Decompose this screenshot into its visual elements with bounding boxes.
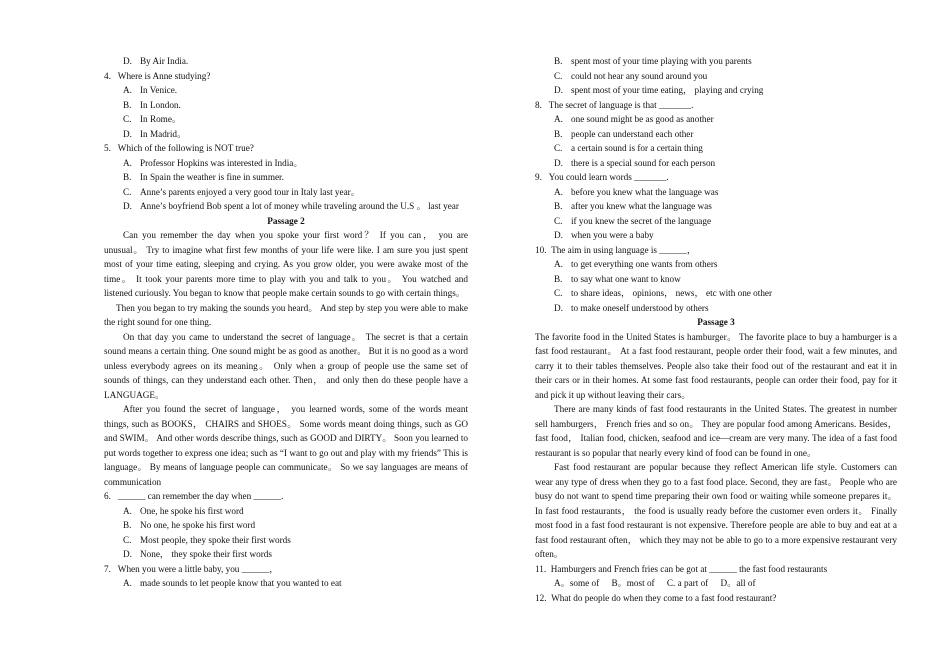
q7-option-d: D. spent most of your time eating， playing and crying	[554, 85, 764, 95]
q5-option-d: D. Anne’s boyfriend Bob spent a lot of money while traveling around the U.S 。 last year	[123, 201, 459, 211]
question-4: 4. Where is Anne studying?	[104, 70, 211, 81]
q4-option-a: A. In Venice.	[123, 85, 178, 95]
q8-option-b: B. people can understand each other	[554, 128, 694, 139]
q5-option-c: C. Anne’s parents enjoyed a very good tour in Italy last year。	[123, 186, 360, 197]
passage-2-title: Passage 2	[267, 215, 305, 226]
q4-option-d: D. In Madrid。	[123, 128, 187, 139]
q3-option-d: D. By Air India.	[123, 56, 189, 66]
right-column	[535, 54, 897, 605]
q6-option-b: B. No one, he spoke his first word	[123, 520, 256, 530]
q11-option-d: D。all of	[720, 578, 756, 588]
q8-option-a: A. one sound might be as good as another	[554, 114, 714, 124]
q7-option-c: C. could not hear any sound around you	[554, 70, 708, 81]
q8-option-d: D. there is a special sound for each person	[554, 157, 716, 168]
question-9: 9. You could learn words _______.	[535, 172, 669, 182]
q9-option-a: A. before you knew what the language was	[554, 186, 719, 197]
q7-option-a: A. made sounds to let people know that you wanted to eat	[123, 578, 342, 588]
passage-3-para-2: There are many kinds of fast food restaurants in the United States. The greatest in number sell hamburgers， French fries and so on。 They are popular food among Americans. Besides， fast food， Italian food, chicken, seafood and ice—cream are very many. The idea of a fast food restaurant is so popular that nearly every kind of food can be found in one。	[535, 404, 897, 458]
q6-option-d: D. None， they spoke their first words	[123, 549, 272, 559]
question-7: 7. When you were a little baby, you ______，	[104, 563, 279, 574]
q11-option-c: C. a part of	[666, 578, 709, 588]
question-5: 5. Which of the following is NOT true?	[104, 143, 254, 153]
question-12: 12. What do people do when they come to a fast food restaurant?	[535, 592, 777, 603]
q10-option-d: D. to make oneself understood by others	[554, 302, 709, 313]
q9-option-c: C. if you knew the secret of the language	[554, 215, 712, 226]
passage-2-para-2: Then you began to try making the sounds you heard。 And step by step you were able to make the right sound for one thing.	[104, 302, 468, 327]
q5-option-a: A. Professor Hopkins was interested in India。	[123, 157, 303, 168]
question-11: 11. Hamburgers and French fries can be got at ______ the fast food restaurants	[535, 563, 828, 574]
passage-2-para-4: After you found the secret of language， you learned words, some of the words meant things, such as BOOKS， CHAIRS and SHOES。 Some words meant doing things, such as GO and SWIM。 And other words describe things, such as GOOD and DIRTY。 Soon you learned to put words together to express one idea; such as “I want to go out and play with my friends” This is language。 By means of language people can communicate。 So we say languages are means of communication	[104, 404, 468, 487]
q6-option-a: A. One, he spoke his first word	[123, 505, 244, 516]
q7-option-b: B. spent most of your time playing with you parents	[554, 56, 752, 66]
question-6: 6. ______ can remember the day when ______.	[104, 491, 284, 501]
q9-option-b: B. after you knew what the language was	[554, 201, 712, 211]
left-column	[104, 54, 468, 591]
q10-option-c: C. to share ideas， opinions， news， etc with one other	[554, 288, 773, 298]
passage-2-para-1: Can you remember the day when you spoke your first word？ If you can， you are unusual。 Try to imagine what first few months of your life were like. I am sure you just spent most of your time eating, sleeping and crying. As you grow older, you were awake most of the time。 It took your parents more time to play with you and talk to you。 You watched and listened curiously. You began to know that people make certain sounds to go with certain things。	[104, 230, 468, 298]
q10-option-a: A. to get everything one wants from others	[554, 259, 718, 269]
q4-option-b: B. In London.	[123, 99, 181, 110]
q11-option-b: B。most of	[611, 578, 655, 588]
q5-option-b: B. In Spain the weather is fine in summer.	[123, 172, 284, 182]
question-8: 8. The secret of language is that _______.	[535, 99, 694, 110]
q9-option-d: D. when you were a baby	[554, 230, 654, 240]
q4-option-c: C. In Rome。	[123, 114, 182, 124]
q6-option-c: C. Most people, they spoke their first words	[123, 534, 291, 545]
q11-option-a: A。some of	[554, 578, 600, 588]
passage-3-title: Passage 3	[697, 317, 735, 327]
question-10: 10. The aim in using language is ______，	[535, 244, 697, 255]
q11-options	[535, 576, 897, 591]
passage-2-para-3: On that day you came to understand the secret of language。 The secret is that a certain sound means a certain thing. One sound might be as good as another。 But it is no good as a word unless everybody agrees on its meaning。 Only when a group of people use the same set of sounds of things, can they understand each other. Then， and only then do these people have a LANGUAGE。	[104, 331, 468, 400]
passage-3-para-3: Fast food restaurant are popular because they reflect American life style. Customers can wear any type of dress when they go to a fast food place. Second, they are fast。 People who are busy do not want to spend time preparing their own food or waiting while someone prepares it。 In fast food restaurants， the food is usually ready before the customer even orders it。 Finally most food in a fast food restaurant is not expensive. Therefore people are able to buy and eat at a fast food restaurant often， which they may not be able to go to a more expensive restaurant very often。	[535, 462, 897, 559]
q10-option-b: B. to say what one want to know	[554, 273, 681, 284]
passage-3-para-1: The favorite food in the United States is hamburger。 The favorite place to buy a hamburger is a fast food restaurant。 At a fast food restaurant, people order their food, wait a few minutes, and carry it to their tables themselves. People also take their food out of the restaurant and eat it in their cars or in their homes. At some fast food restaurants, people can order their food, pay for it and pick it up without leaving their cars。	[535, 331, 897, 400]
q8-option-c: C. a certain sound is for a certain thing	[554, 143, 703, 153]
